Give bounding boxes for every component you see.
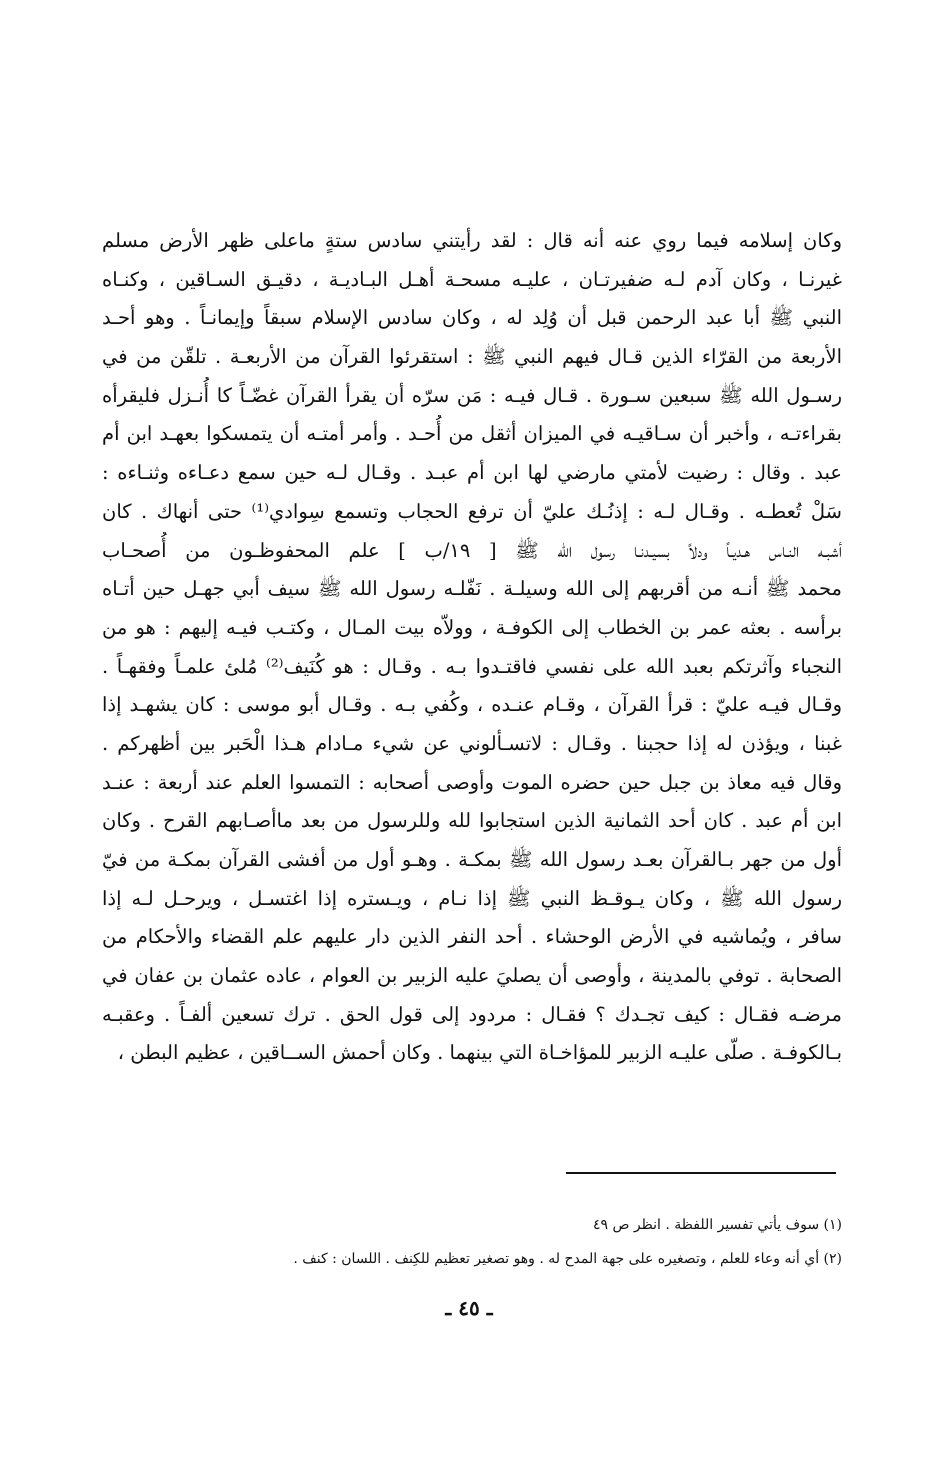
footnote-2: (٢) أي أنه وعاء للعلم ، وتصغيره على جهة المدح له . وهو تصغير تعظيم للكِنف . اللسان : كنف . xyxy=(293,1251,842,1267)
text-line: سافر ، ويُماشيه في الأرض الوحشاء . أحد النفر الذين دار عليهم علم القضاء والأحكام من xyxy=(102,925,842,949)
footnote-1: (١) سوف يأتي تفسير اللفظة . انظر ص ٤٩ xyxy=(593,1217,842,1233)
text-line: وقال فيه معاذ بن جبل حين حضره الموت وأوصى أصحابه : التمسوا العلم عند أربعة : عنـد xyxy=(102,770,842,794)
text-line: رسـول الله ﷺ سبعين سـورة . قـال فيـه : مَن سرّه أن يقرأ القرآن غضّـاً كا أُنـزل فليقرأه xyxy=(102,383,842,407)
text-line: النبي ﷺ أبا عبد الرحمن قبل أن وُلِد له ، وكان سادس الإسلام سبقاً وإيمانـاً . وهو أحـد xyxy=(102,306,842,330)
text-line: وقـال فيـه عليّ : قرأ القرآن ، وقـام عنـده ، وكُفي بـه . وقـال أبو موسى : كان يشهـد إذا xyxy=(102,693,842,717)
text-line: الصحابة . توفي بالمدينة ، وأوصى أن يصليَ عليه الزبير بن العوام ، عاده عثمان بن عفان في xyxy=(102,964,842,988)
text-line: بـالكوفـة . صلّى عليـه الزبير للمؤاخـاة التي بينهما . وكان أحمش الســاقين ، عظيم البطن ، xyxy=(117,1041,842,1065)
text-line: عبد . وقال : رضيت لأمتي مارضي لها ابن أم عبـد . وقـال لـه حين سمع دعـاءه وثنـاءه : xyxy=(102,461,842,485)
text-line: برأسه . بعثه عمر بن الخطاب إلى الكوفـة ، وولاّه بيت المـال ، وكتـب فيـه إليهم : هو من xyxy=(102,615,842,639)
text-line: أشبـه النـاس هـديـاً ودلاً بسيـدنـا رسول الله ﷺ [ ١٩/ب ] علم المحفوظـون من أُصحـاب xyxy=(102,538,842,562)
text-line: ابن أم عبد . كان أحد الثمانية الذين استجابوا لله وللرسول من بعد ماأصـابهم القرح . وكان xyxy=(102,809,842,833)
text-line: بقراءتـه ، وأخبر أن سـاقيـه في الميزان أثقل من أُحـد . وأمر أمتـه أن يتمسكوا بعهـد ابن أم xyxy=(102,422,842,446)
text-line: سَلْ تُعطـه . وقـال لـه : إذنُـك عليّ أن ترفع الحجاب وتسمع سِوادي⁽¹⁾ حتى أنهاك . كان xyxy=(102,499,842,523)
text-line: غيرنـا ، وكان آدم لـه ضفيرتـان ، عليـه مسحـة أهـل البـاديـة ، دقيـق السـاقين ، وكنـاه xyxy=(102,267,842,291)
text-line: الأربعة من القرّاء الذين قـال فيهم النبي ﷺ : استقرئوا القرآن من الأربعـة . تلقّن من في xyxy=(102,345,842,369)
text-line: أول من جهر بـالقرآن بعـد رسول الله ﷺ بمكـة . وهـو أول من أفشى القرآن بمكـة من فيّ xyxy=(102,848,842,871)
text-line: مرضـه فقـال : كيف تجـدك ؟ فقـال : مردود إلى قول الحق . ترك تسعين ألفـاً . وعقبـه xyxy=(102,1002,842,1026)
text-line: غبنا ، ويؤذن له إذا حجبنا . وقـال : لاتسـألوني عن شيء مـادام هـذا الْحَبر بين أظهركم . xyxy=(102,731,842,755)
text-line: النجباء وآثرتكم بعبد الله على نفسي فاقتـدوا بـه . وقـال : هو كُنَيف⁽²⁾ مُلئ علمـاً وفقهـاً . xyxy=(102,654,842,678)
footnote-divider xyxy=(566,1172,836,1174)
text-line: محمد ﷺ أنـه من أقربهم إلى الله وسيلـة . نَفّلـه رسول الله ﷺ سيف أبي جهـل حين أتـاه xyxy=(102,577,842,601)
text-line: رسول الله ﷺ ، وكان يـوقـظ النبي ﷺ إذا نـام ، ويـستره إذا اغتسـل ، ويرحـل لـه إذا xyxy=(102,886,842,910)
page-number: ـ ٤٥ ـ xyxy=(445,1296,493,1320)
text-line: وكان إسلامه فيما روي عنه أنه قال : لقد رأيتني سادس ستةٍ ماعلى ظهر الأرض مسلم xyxy=(102,229,842,252)
main-text-block xyxy=(102,222,842,1073)
footnotes xyxy=(102,1208,842,1276)
